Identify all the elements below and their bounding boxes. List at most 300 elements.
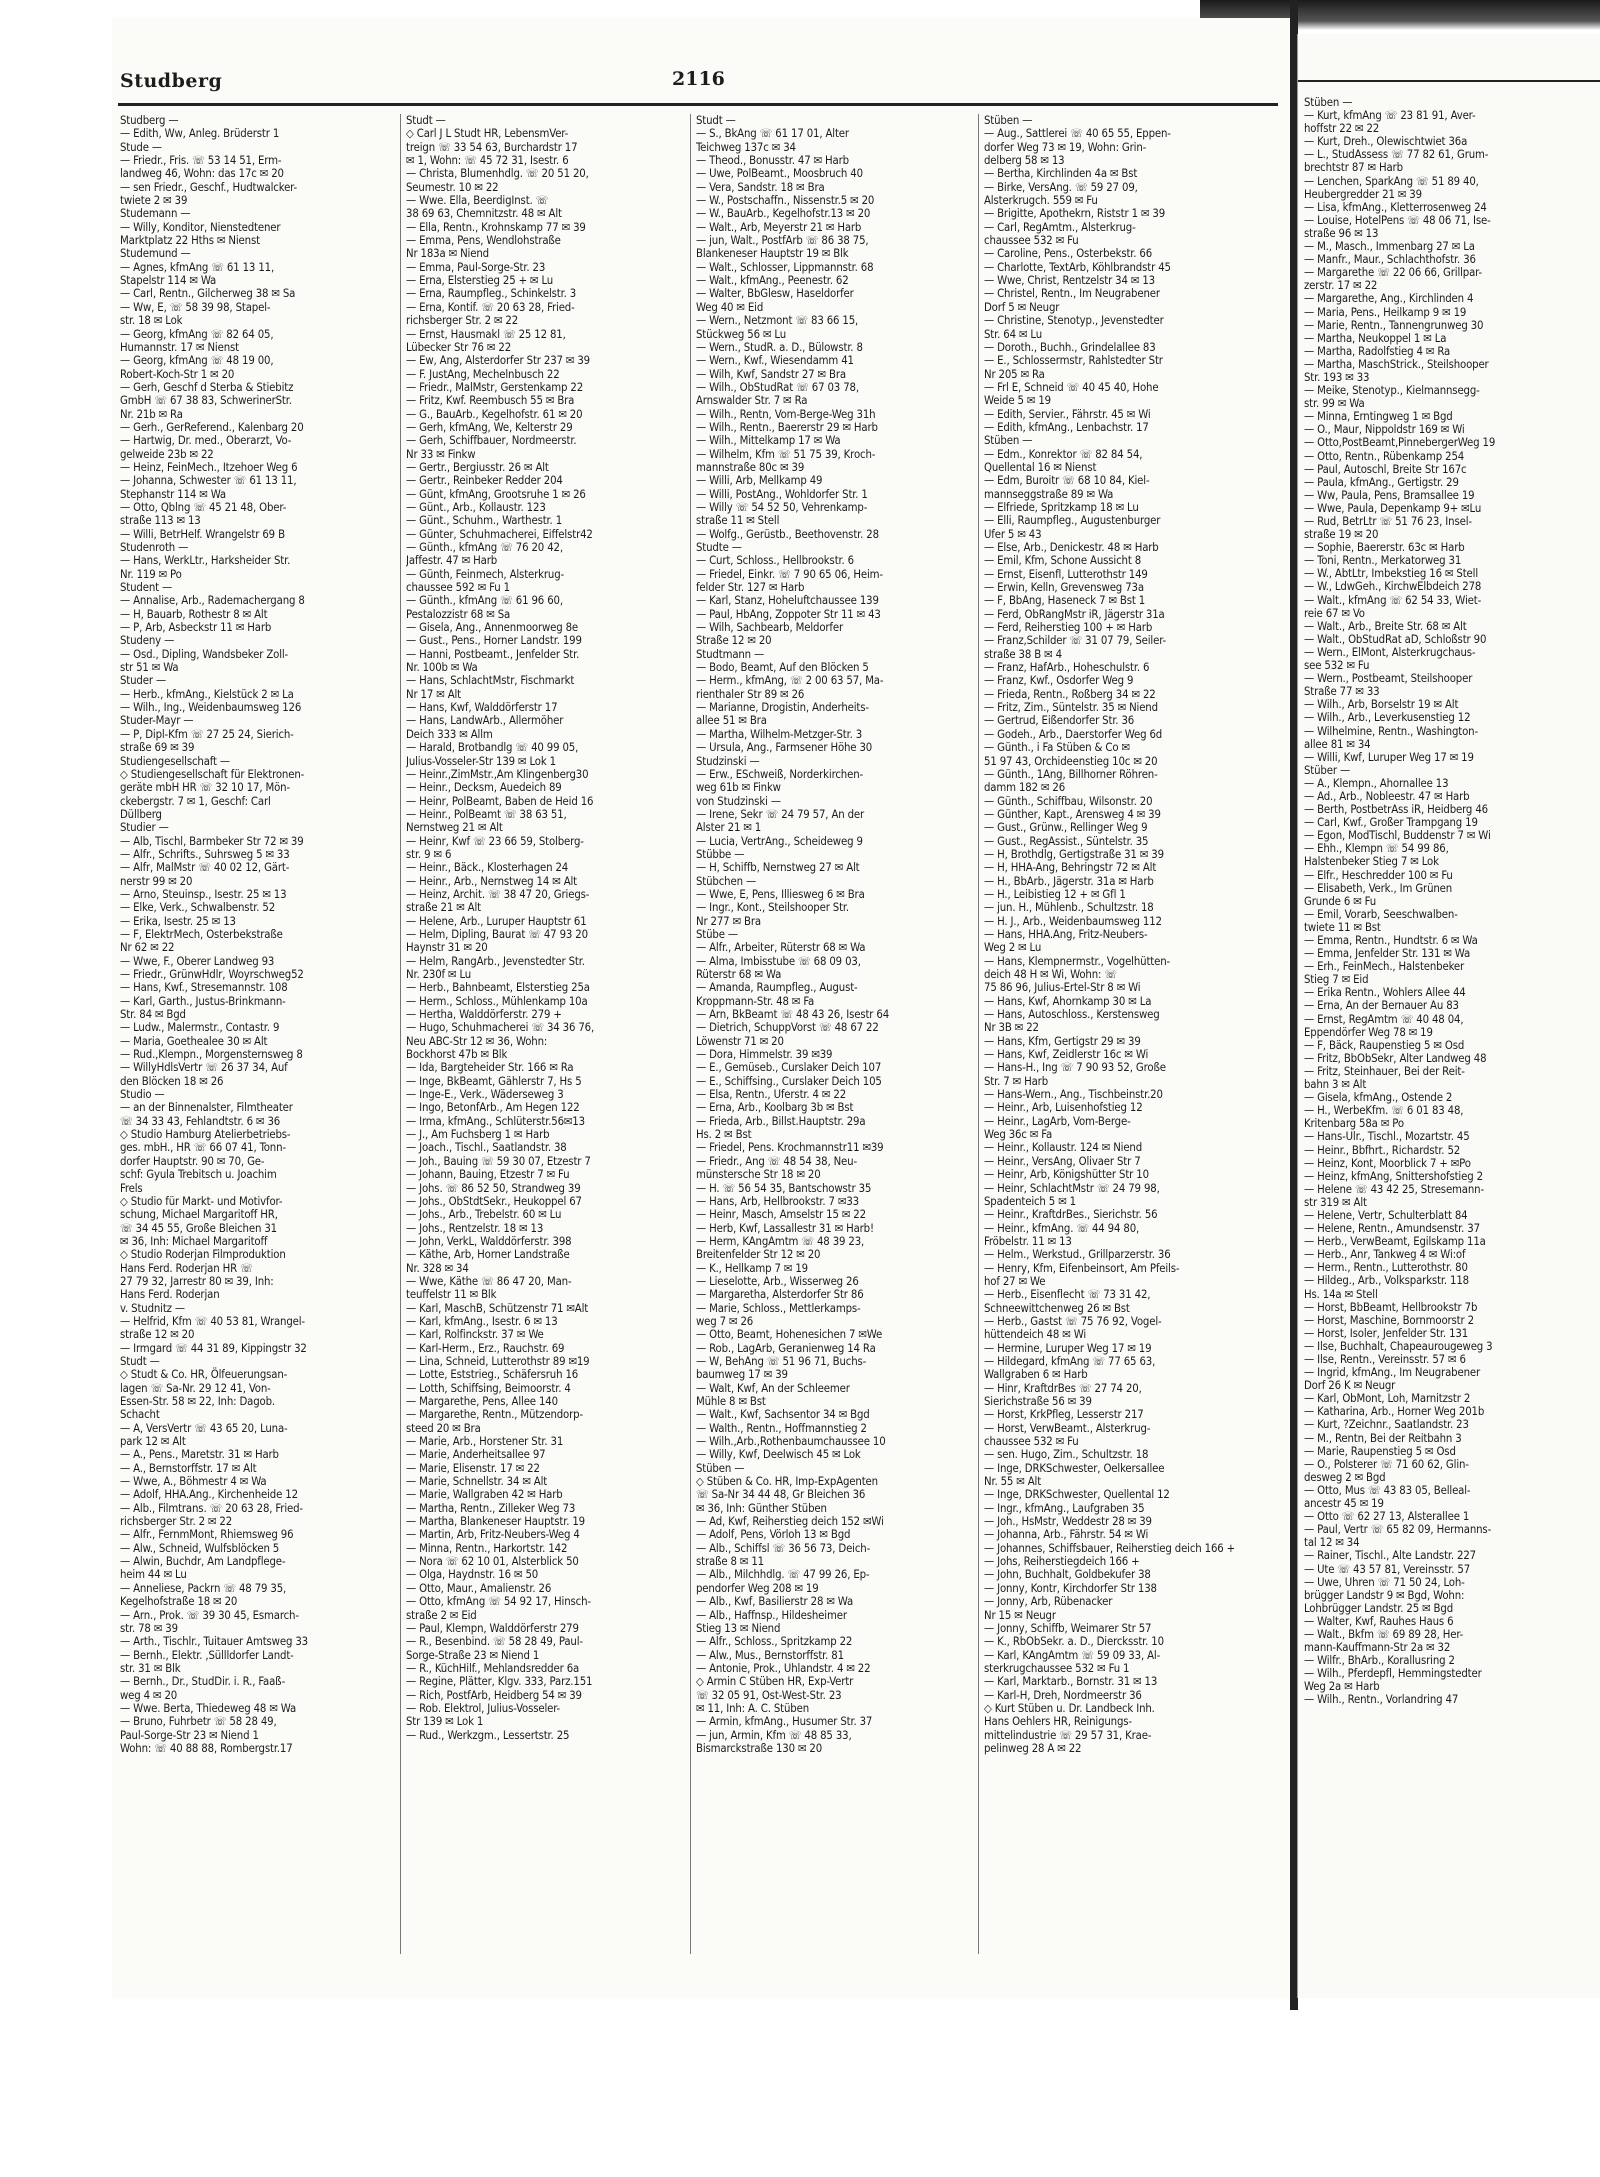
directory-entry-line: — Antonie, Prok., Uhlandstr. 4 ✉ 22 [696, 1661, 871, 1675]
directory-entry-line: — Wwe, Käthe ☏ 86 47 20, Man- [406, 1274, 572, 1288]
directory-entry-line: str. 18 ✉ Lok [120, 314, 183, 328]
directory-entry-line: — Wwe, A., Böhmestr 4 ✉ Wa [120, 1475, 267, 1489]
directory-entry-line: deich 48 H ✉ Wi, Wohn: ☏ [984, 968, 1117, 981]
directory-entry-line: — Herm., Rentn., Lutterothstr. 80 [1304, 1261, 1468, 1275]
directory-entry-line: Str. 84 ✉ Bgd [120, 1008, 186, 1022]
directory-entry-line: Haynstr 31 ✉ 20 [406, 941, 488, 955]
directory-entry-line: — Ferd, Reiherstieg 100 + ✉ Harb [984, 621, 1153, 635]
directory-entry-line: — Martha, Blankeneser Hauptstr. 19 [406, 1515, 585, 1529]
directory-entry-line: — Wilh., Rentn., Vorlandring 47 [1304, 1693, 1459, 1707]
directory-entry-line: — E., Gemüseb., Curslaker Deich 107 [696, 1061, 882, 1075]
directory-entry-line: — Wern., Kwf., Wiesendamm 41 [696, 354, 854, 368]
directory-entry-line: — Günter, Schuhmacherei, Eiffelstr42 [406, 527, 593, 541]
directory-entry-line: — Brigitte, Apothekrn, Riststr 1 ✉ 39 [984, 207, 1166, 221]
directory-entry-line: — Helene, Vertr, Schulterblatt 84 [1304, 1208, 1468, 1222]
directory-entry-line: straße 38 B ✉ 4 [984, 647, 1062, 661]
directory-entry-line: — Herm., Schloss., Mühlenkamp 10a [406, 994, 588, 1008]
directory-entry-line: — Ingo, BetonfArb., Am Hegen 122 [406, 1101, 580, 1115]
directory-entry-line: — Olga, Haydnstr. 16 ✉ 50 [406, 1568, 539, 1582]
directory-entry-line: — jun, Armin, Kfm ☏ 48 85 33, [696, 1728, 852, 1742]
directory-entry-line: — Wwe, Paula, Depenkamp 9+ ✉Lu [1304, 501, 1482, 515]
directory-entry-line: — Gerh, Schiffbauer, Nordmeerstr. [406, 434, 577, 448]
directory-entry-line: schung, Michael Margaritoff HR, [120, 1208, 278, 1222]
directory-entry-line: — Franz,Schilder ☏ 31 07 79, Seiler- [984, 634, 1167, 648]
directory-entry-line: — Hans, Kwf, Walddörferstr 17 [406, 701, 558, 715]
directory-entry-line: — Else, Arb., Denickestr. 48 ✉ Harb [984, 541, 1159, 554]
directory-entry-line: — Ad, Kwf, Reiherstieg deich 152 ✉Wi [696, 1515, 884, 1529]
directory-entry-line: — Martin, Arb, Fritz-Neubers-Weg 4 [406, 1528, 580, 1542]
directory-entry-line: brechtstr 87 ✉ Harb [1304, 161, 1403, 175]
directory-entry-line: — Johannes, Schiffsbauer, Reiherstieg deich 166 + [984, 1541, 1236, 1555]
directory-entry-line: ◇ Studt & Co. HR, Ölfeuerungsan- [120, 1368, 288, 1382]
directory-entry-line: — Wilh., Arb, Borselstr 19 ✉ Alt [1304, 698, 1459, 712]
directory-entry-line: Studeny — [120, 634, 175, 648]
directory-entry-line: — Willi, Kwf, Luruper Weg 17 ✉ 19 [1304, 750, 1474, 764]
directory-entry-line: Mühle 8 ✉ Bst [696, 1395, 766, 1408]
directory-entry-line: — Walter, BbGlesw, Haseldorfer [696, 287, 854, 301]
directory-entry-line: — Bodo, Beamt, Auf den Blöcken 5 [696, 661, 869, 675]
directory-entry-line: — Horst, Isoler, Jenfelder Str. 131 [1304, 1326, 1469, 1340]
directory-entry-line: Str. 64 ✉ Lu [984, 327, 1043, 341]
directory-entry-line: — Joach., Tischl., Saatlandstr. 38 [406, 1141, 567, 1155]
directory-entry-line: — Egon, ModTischl, Buddenstr 7 ✉ Wi [1304, 829, 1491, 843]
directory-entry-line: Grunde 6 ✉ Fu [1304, 894, 1377, 908]
directory-entry-line: — Günther, Kapt., Arensweg 4 ✉ 39 [984, 807, 1161, 821]
directory-entry-line: — Christine, Stenotyp., Jevenstedter [984, 314, 1164, 328]
directory-entry-line: — Karl, Stanz, Hoheluftchaussee 139 [696, 594, 879, 608]
directory-entry-line: — Johs, Reiherstiegdeich 166 + [984, 1555, 1140, 1569]
directory-entry-line: — Heinr., Decksm, Auedeich 89 [406, 781, 562, 795]
directory-entry-line: — Heinz, Archit. ☏ 38 47 20, Griegs- [406, 887, 590, 901]
directory-entry-line: — Hermine, Luruper Weg 17 ✉ 19 [984, 1341, 1152, 1355]
directory-entry-line: — Fritz, Zim., Süntelstr. 35 ✉ Niend [984, 701, 1158, 715]
directory-entry-line: Pestalozzistr 68 ✉ Sa [406, 607, 511, 621]
directory-entry-line: — Karl, kfmAng., Isestr. 6 ✉ 13 [406, 1314, 558, 1328]
directory-entry-line: — L., StudAssess ☏ 77 82 61, Grum- [1304, 148, 1489, 162]
directory-entry-line: — Heinz, Kont, Moorblick 7 + ✉Po [1304, 1156, 1471, 1170]
directory-entry-line: — Heinr., Bbfhrt., Richardstr. 52 [1304, 1143, 1461, 1157]
directory-entry-line: — Inge, DRKSchwester, Oelkersallee [984, 1461, 1165, 1475]
directory-entry-line: — Heinr, SchlachtMstr ☏ 24 79 98, [984, 1181, 1160, 1195]
directory-entry-line: — Christel, Rentn., Im Neugrabener [984, 287, 1160, 301]
directory-entry-line: — Harald, Brotbandlg ☏ 40 99 05, [406, 741, 579, 755]
directory-entry-line: Dorf 26 K ✉ Neugr [1304, 1379, 1396, 1393]
directory-entry-line: — Horst, VerwBeamt., Alsterkrug- [984, 1421, 1151, 1435]
directory-entry-line: — P, Arb, Asbeckstr 11 ✉ Harb [120, 621, 272, 635]
directory-entry-line: — H, Bauarb, Rothestr 8 ✉ Alt [120, 607, 268, 621]
column-divider [978, 114, 979, 1954]
directory-entry-line: — Elisabeth, Verk., Im Grünen [1304, 881, 1453, 895]
directory-entry-line: Nr 33 ✉ Finkw [406, 447, 476, 461]
directory-entry-line: — Herb, Kwf, Lassallestr 31 ✉ Harb! [696, 1221, 874, 1235]
directory-entry-line: — Adolf, Pens, Vörloh 13 ✉ Bgd [696, 1528, 851, 1542]
directory-entry-line: — Herb., Anr, Tankweg 4 ✉ Wi:of [1304, 1248, 1466, 1262]
directory-entry-line: ☏ 34 45 55, Große Bleichen 31 [120, 1221, 277, 1235]
directory-entry-line: — Alb., Haffnsp., Hildesheimer [696, 1608, 847, 1622]
directory-entry-line: — H, Brothdlg, Gertigstraße 31 ✉ 39 [984, 847, 1164, 861]
directory-entry-line: Stübchen — [696, 874, 756, 888]
directory-entry-line: Nr 3B ✉ 22 [984, 1021, 1039, 1035]
directory-entry-line: — Marie, Rentn., Tannengrunweg 30 [1304, 318, 1484, 332]
directory-entry-line: — Edm., Konrektor ☏ 82 84 54, [984, 447, 1143, 461]
directory-entry-line: — Henry, Kfm, Eifenbeinsort, Am Pfeils- [984, 1261, 1180, 1275]
directory-entry-line: — Erna, Kontif. ☏ 20 63 28, Fried- [406, 300, 575, 314]
directory-entry-line: — Martha, Radolfstieg 4 ✉ Ra [1304, 344, 1451, 358]
directory-entry-line: — Wwe. Berta, Thiedeweg 48 ✉ Wa [120, 1701, 297, 1715]
directory-entry-line: — Helm, Dipling, Baurat ☏ 47 93 20 [406, 927, 588, 941]
directory-entry-line: — Rud.,Klempn., Morgensternsweg 8 [120, 1048, 303, 1062]
directory-entry-line: — Wilh., Ing., Weidenbaumsweg 126 [120, 701, 302, 715]
directory-entry-line: — Elsa, Rentn., Uferstr. 4 ✉ 22 [696, 1088, 847, 1102]
directory-entry-line: straße 12 ✉ 20 [120, 1328, 195, 1342]
directory-entry-line: — Alfr., Schloss., Spritzkamp 22 [696, 1635, 853, 1649]
directory-entry-line: Studemann — [120, 207, 191, 221]
directory-entry-line: — Erika Rentn., Wohlers Allee 44 [1304, 986, 1466, 1000]
directory-entry-line: — W, BehAng ☏ 51 96 71, Buchs- [696, 1354, 867, 1368]
directory-entry-line: — WillyHdlsVertr ☏ 26 37 34, Auf [120, 1061, 288, 1075]
column-divider [400, 114, 401, 1954]
directory-entry-line: Marktplatz 22 Hths ✉ Nienst [120, 234, 260, 248]
directory-entry-line: — R., Besenbind. ☏ 58 28 49, Paul- [406, 1635, 583, 1649]
directory-entry-line: — Friedel, Pens. Krochmannstr11 ✉39 [696, 1141, 884, 1155]
directory-entry-line: Deich 333 ✉ Allm [406, 727, 493, 741]
directory-entry-line: Stüber — [1304, 763, 1350, 777]
directory-entry-line: — Heinr., Bäck., Klosterhagen 24 [406, 861, 569, 875]
directory-entry-line: — Martha, Wilhelm-Metzger-Str. 3 [696, 727, 863, 741]
page-number: 2116 [672, 68, 725, 90]
directory-entry-line: straße 69 ✉ 39 [120, 741, 195, 755]
directory-entry-line: — Ernst, Eisenfl, Lutterothstr 149 [984, 567, 1148, 581]
directory-entry-line: str. 9 ✉ 6 [406, 847, 452, 861]
directory-entry-line: — Heinr, PolBeamt, Baben de Heid 16 [406, 794, 594, 808]
directory-entry-line: allee 81 ✉ 34 [1304, 737, 1371, 751]
directory-entry-line: Halstenbeker Stieg 7 ✉ Lok [1304, 855, 1439, 869]
directory-entry-line: — Rob., LagArb, Geranienweg 14 Ra [696, 1341, 876, 1355]
directory-entry-line: — jun, Walt., PostfArb ☏ 86 38 75, [696, 234, 869, 248]
directory-entry-line: — Wilh, Sachbearb, Meldorfer [696, 621, 843, 635]
directory-entry-line: landweg 46, Wohn: das 17c ✉ 20 [120, 167, 284, 181]
directory-entry-line: — Alfr., FernmMont, Rhiemsweg 96 [120, 1528, 294, 1542]
directory-entry-line: — Günth, Feinmech, Alsterkrug- [406, 567, 565, 581]
directory-entry-line: — Agnes, kfmAng ☏ 61 13 11, [120, 260, 275, 274]
directory-entry-line: — Margaretha, Alsterdorfer Str 86 [696, 1288, 864, 1302]
directory-entry-line: — Walt., ObStudRat aD, Schloßstr 90 [1304, 632, 1487, 646]
directory-entry-line: — Friedr., Fris. ☏ 53 14 51, Erm- [120, 154, 282, 168]
directory-entry-line: dorfer Hauptstr. 90 ✉ 70, Ge- [120, 1154, 265, 1168]
directory-entry-line: — Hinr, KraftdrBes ☏ 27 74 20, [984, 1381, 1142, 1395]
directory-entry-line: treign ☏ 33 54 63, Burchardstr 17 [406, 140, 578, 154]
directory-entry-line: Breitenfelder Str 12 ✉ 20 [696, 1248, 821, 1262]
directory-entry-line: — A, VersVertr ☏ 43 65 20, Luna- [120, 1421, 288, 1435]
directory-entry-line: see 532 ✉ Fu [1304, 659, 1370, 673]
directory-column-2 [406, 114, 682, 1974]
directory-entry-line: straße 8 ✉ 11 [696, 1555, 764, 1569]
directory-entry-line: — Hertha, Walddörferstr. 279 + [406, 1008, 562, 1022]
directory-entry-line: chaussee 532 ✉ Fu [984, 234, 1079, 248]
directory-entry-line: — Willi, BetrHelf. Wrangelstr 69 B [120, 527, 285, 541]
directory-entry-line: — jun. H., Mühlenb., Schultzstr. 18 [984, 901, 1154, 915]
directory-entry-line: — Doroth., Buchh., Grindelallee 83 [984, 340, 1156, 354]
directory-entry-line: straße 19 ✉ 20 [1304, 528, 1379, 542]
directory-entry-line: Str. 7 ✉ Harb [984, 1074, 1049, 1088]
directory-entry-line: mannstraße 80c ✉ 39 [696, 460, 805, 474]
directory-entry-line: — Paul, Vertr ☏ 65 82 09, Hermanns- [1304, 1523, 1492, 1537]
directory-entry-line: — Carl, Kwf., Großer Trampgang 19 [1304, 816, 1478, 830]
directory-entry-line: allee 51 ✉ Bra [696, 714, 767, 728]
directory-entry-line: hoffstr 22 ✉ 22 [1304, 122, 1380, 136]
directory-entry-line: — H. J., Arb., Weidenbaumsweg 112 [984, 914, 1162, 928]
directory-entry-line: — Georg, kfmAng ☏ 48 19 00, [120, 354, 274, 368]
directory-entry-line: brügger Landstr 9 ✉ Bgd, Wohn: [1304, 1588, 1465, 1602]
directory-entry-line: — W., BauArb., Kegelhofstr.13 ✉ 20 [696, 207, 871, 221]
directory-entry-line: straße 96 ✉ 13 [1304, 226, 1379, 240]
directory-entry-line: — Erna, Elsterstieg 25 + ✉ Lu [406, 274, 554, 288]
directory-entry-line: — Walt., Kwf, Sachsentor 34 ✉ Bgd [696, 1408, 870, 1422]
directory-entry-line: — Minna, Rentn., Harkortstr. 142 [406, 1541, 568, 1555]
directory-entry-line: GmbH ☏ 67 38 83, SchwerinerStr. [120, 394, 292, 408]
directory-entry-line: ☏ 32 05 91, Ost-West-Str. 23 [696, 1688, 842, 1702]
directory-entry-line: Nr. 230f ✉ Lu [406, 968, 472, 981]
directory-entry-line: — Kurt, Dreh., Olewischtwiet 36a [1304, 135, 1468, 149]
directory-entry-line: — W., AbtLtr, Imbekstieg 16 ✉ Stell [1304, 567, 1479, 581]
directory-entry-line: Weg 36c ✉ Fa [984, 1128, 1053, 1142]
directory-entry-line: — Wilhelmine, Rentn., Washington- [1304, 724, 1478, 738]
directory-entry-line: ◇ Studio Hamburg Atelierbetriebs- [120, 1128, 291, 1142]
directory-entry-line: — Helene, Arb., Luruper Hauptstr 61 [406, 914, 587, 928]
directory-entry-line: — Paula, kfmAng., Gertigstr. 29 [1304, 475, 1459, 489]
directory-entry-line: sterkrugchaussee 532 ✉ Fu 1 [984, 1661, 1130, 1675]
directory-entry-line: — Otto, Maur., Amalienstr. 26 [406, 1581, 552, 1595]
directory-entry-line: — Herb., VerwBeamt, Egilskamp 11a [1304, 1235, 1486, 1249]
directory-entry-line: — Margarethe, Rentn., Mützendorp- [406, 1408, 583, 1422]
directory-entry-line: — Ingr., Kont., Steilshooper Str. [696, 901, 850, 915]
directory-entry-line: 27 79 32, Jarrestr 80 ✉ 39, Inh: [120, 1274, 274, 1288]
directory-entry-line: — Armin, kfmAng., Husumer Str. 37 [696, 1715, 873, 1729]
directory-entry-line: — Walt., Bkfm ☏ 69 89 28, Her- [1304, 1627, 1464, 1641]
directory-entry-line: — A., Bernstorffstr. 17 ✉ Alt [120, 1461, 257, 1475]
directory-entry-line: Stückweg 56 ✉ Lu [696, 327, 787, 341]
directory-entry-line: — Margarethe, Ang., Kirchlinden 4 [1304, 292, 1474, 306]
directory-entry-line: v. Studnitz — [120, 1301, 185, 1315]
directory-entry-line: — Ursula, Ang., Farmsener Höhe 30 [696, 741, 873, 755]
directory-entry-line: — Kurt, ?Zeichnr., Saatlandstr. 23 [1304, 1418, 1469, 1432]
column-divider [690, 114, 691, 1954]
directory-entry-line: — Walt, Kwf, An der Schleemer [696, 1381, 850, 1395]
directory-entry-line: — Hans, Kwf, Zeidlerstr 16c ✉ Wi [984, 1048, 1149, 1062]
next-page-column [1304, 96, 1600, 1976]
directory-entry-line: — Berth, PostbetrAss iR, Heidberg 46 [1304, 803, 1488, 817]
directory-entry-line: — S., BkAng ☏ 61 17 01, Alter [696, 127, 849, 141]
directory-entry-line: — Elli, Raumpfleg., Augustenburger [984, 514, 1161, 528]
directory-entry-line: — Edm, Buroitr ☏ 68 10 84, Kiel- [984, 474, 1150, 488]
directory-entry-line: — Ida, Bargteheider Str. 166 ✉ Ra [406, 1061, 574, 1075]
directory-entry-line: straße 11 ✉ Stell [696, 514, 780, 528]
directory-entry-line: Stieg 7 ✉ Eid [1304, 973, 1369, 987]
directory-entry-line: Stephanstr 114 ✉ Wa [120, 487, 227, 501]
directory-entry-line: Nr 15 ✉ Neugr [984, 1608, 1056, 1622]
directory-entry-line: ges. mbH., HR ☏ 66 07 41, Tonn- [120, 1141, 286, 1155]
directory-entry-line: — Hans-H., Ing ☏ 7 90 93 52, Große [984, 1061, 1166, 1075]
directory-entry-line: — Nora ☏ 62 10 01, Alsterblick 50 [406, 1555, 579, 1569]
directory-entry-line: hüttendeich 48 ✉ Wi [984, 1328, 1087, 1342]
directory-entry-line: — Lotte, Eststrieg., Schäfersruh 16 [406, 1368, 579, 1382]
directory-entry-line: — Hildeg., Arb., Volksparkstr. 118 [1304, 1274, 1469, 1288]
directory-entry-line: — Charlotte, TextArb, Köhlbrandstr 45 [984, 260, 1171, 274]
directory-entry-line: — Inge, BkBeamt, Gählerstr 7, Hs 5 [406, 1074, 582, 1088]
directory-entry-line: richsberger Str. 2 ✉ 22 [120, 1515, 233, 1529]
directory-entry-line: — Heinr., kfmAng. ☏ 44 94 80, [984, 1221, 1140, 1235]
directory-entry-line: — F, Bäck, Raupenstieg 5 ✉ Osd [1304, 1038, 1465, 1052]
directory-entry-line: — Aug., Sattlerei ☏ 40 65 55, Eppen- [984, 127, 1171, 141]
directory-entry-line: Nr 277 ✉ Bra [696, 914, 761, 928]
directory-page [112, 18, 1290, 1998]
directory-entry-line: — R., KüchHilf., Mehlandsredder 6a [406, 1661, 580, 1675]
directory-entry-line: ☏ Sa-Nr 34 44 48, Gr Bleichen 36 [696, 1488, 866, 1502]
directory-entry-line: — sen Friedr., Geschf., Hudtwalcker- [120, 180, 297, 194]
directory-entry-line: — Wwe, E, Pens, Illiesweg 6 ✉ Bra [696, 887, 865, 901]
directory-entry-line: — Edith, Ww, Anleg. Brüderstr 1 [120, 127, 280, 141]
directory-entry-line: straße 21 ✉ Alt [406, 901, 481, 915]
directory-entry-line: geräte mbH HR ☏ 32 10 17, Mön- [120, 781, 290, 795]
directory-entry-line: — Ella, Rentn., Krohnskamp 77 ✉ 39 [406, 220, 586, 234]
directory-entry-line: — Karl, Marktarb., Bornstr. 31 ✉ 13 [984, 1675, 1158, 1689]
directory-entry-line: — Willy, Konditor, Nienstedtener [120, 220, 281, 234]
directory-entry-line: — Ww, Paula, Pens, Bramsallee 19 [1304, 488, 1475, 502]
directory-entry-line: — Paul, Autoschl, Breite Str 167c [1304, 462, 1467, 476]
directory-entry-line: — sen. Hugo, Zim., Schultzstr. 18 [984, 1448, 1149, 1462]
directory-column-3 [696, 114, 972, 1974]
directory-entry-line: — Gisela, kfmAng., Ostende 2 [1304, 1091, 1453, 1105]
directory-entry-line: str 51 ✉ Wa [120, 661, 179, 675]
directory-entry-line: — Ernst, RegAmtm ☏ 40 48 04, [1304, 1012, 1464, 1026]
directory-entry-line: dorfer Weg 73 ✉ 19, Wohn: Grin- [984, 140, 1147, 154]
directory-entry-line: — Johanna, Arb., Fährstr. 54 ✉ Wi [984, 1528, 1149, 1542]
directory-entry-line: steed 20 ✉ Bra [406, 1421, 481, 1435]
directory-entry-line: — Wilfr., BhArb., Korallusring 2 [1304, 1654, 1455, 1668]
directory-entry-line: — O., Polsterer ☏ 71 60 62, Glin- [1304, 1457, 1469, 1471]
directory-entry-line: — Herb., kfmAng., Kielstück 2 ✉ La [120, 687, 294, 701]
directory-entry-line: hof 27 ✉ We [984, 1274, 1046, 1288]
directory-entry-line: — Regine, Plätter, Klgv. 333, Parz.151 [406, 1675, 593, 1689]
directory-entry-line: — Heinz, FeinMech., Itzehoer Weg 6 [120, 460, 298, 474]
directory-entry-line: Stüben — [1304, 96, 1353, 109]
directory-entry-line: Eppendörfer Weg 78 ✉ 19 [1304, 1025, 1433, 1039]
directory-entry-line: Studer-Mayr — [120, 714, 194, 728]
directory-entry-line: str. 99 ✉ Wa [1304, 397, 1365, 411]
directory-entry-line: — Ludw., Malermstr., Contastr. 9 [120, 1021, 280, 1035]
directory-entry-line: ☏ 34 33 43, Fehlandtstr. 6 ✉ 36 [120, 1114, 281, 1128]
directory-entry-line: — Gust., RegAssist., Süntelstr. 35 [984, 834, 1149, 848]
directory-entry-line: Stübe — [696, 927, 738, 941]
directory-entry-line: — Theod., Bonusstr. 47 ✉ Harb [696, 154, 849, 168]
directory-entry-line: ✉ 11, Inh: A. C. Stüben [696, 1701, 809, 1715]
directory-entry-line: — Emma, Jenfelder Str. 131 ✉ Wa [1304, 947, 1471, 961]
directory-entry-line: — Alb, Tischl, Barmbeker Str 72 ✉ 39 [120, 834, 304, 848]
directory-entry-line: — Erh., FeinMech., Halstenbeker [1304, 960, 1465, 974]
directory-entry-line: — H., WerbeKfm. ☏ 6 01 83 48, [1304, 1104, 1464, 1118]
directory-entry-line: — Margarethe ☏ 22 06 66, Grillpar- [1304, 266, 1482, 280]
directory-entry-line: — Marie, Raupenstieg 5 ✉ Osd [1304, 1444, 1456, 1458]
directory-entry-line: — Manfr., Maur., Schlachthofstr. 36 [1304, 253, 1476, 267]
directory-entry-line: Arnswalder Str. 7 ✉ Ra [696, 394, 808, 408]
directory-entry-line: — Martha, Rentn., Zilleker Weg 73 [406, 1501, 576, 1515]
directory-entry-line: — Paul, Klempn, Walddörferstr 279 [406, 1621, 579, 1635]
directory-entry-line: — Karl, Rolfinckstr. 37 ✉ We [406, 1328, 544, 1342]
directory-entry-line: — Wilh., Mittelkamp 17 ✉ Wa [696, 434, 841, 448]
directory-entry-line: — Willi, PostAng., Wohldorfer Str. 1 [696, 487, 868, 501]
directory-entry-line: teuffelstr 11 ✉ Blk [406, 1288, 497, 1302]
directory-entry-line: Stübbe — [696, 847, 745, 861]
directory-entry-line: — Elke, Verk., Schwalbenstr. 52 [120, 901, 276, 915]
directory-entry-line: richsberger Str. 2 ✉ 22 [406, 314, 519, 328]
directory-entry-line: — Heinr., Arb, Luisenhofstieg 12 [984, 1101, 1143, 1115]
directory-entry-line: — Heinr., KraftdrBes., Sierichstr. 56 [984, 1208, 1158, 1222]
directory-entry-line: — A., Klempn., Ahornallee 13 [1304, 776, 1449, 790]
directory-entry-line: — Lieselotte, Arb., Wisserweg 26 [696, 1274, 859, 1288]
directory-entry-line: — Otto, Qblng ☏ 45 21 48, Ober- [120, 500, 287, 514]
directory-entry-line: — Gertr., Reinbeker Redder 204 [406, 474, 563, 488]
directory-entry-line: Löwenstr 71 ✉ 20 [696, 1034, 784, 1048]
directory-entry-line: — Günt., Schuhm., Warthestr. 1 [406, 514, 563, 528]
directory-entry-line: — Wilh., ObStudRat ☏ 67 03 78, [696, 380, 859, 394]
directory-entry-line: Straße 12 ✉ 20 [696, 634, 772, 648]
directory-entry-line: — Christa, Blumenhdlg. ☏ 20 51 20, [406, 167, 589, 181]
directory-entry-line: — Hans, SchlachtMstr, Fischmarkt [406, 674, 575, 688]
directory-entry-line: — Alma, Imbisstube ☏ 68 09 03, [696, 954, 861, 968]
directory-entry-line: — Johs. ☏ 86 52 50, Strandweg 39 [406, 1181, 581, 1195]
directory-entry-line: — Jonny, Kontr, Kirchdorfer Str 138 [984, 1581, 1157, 1595]
directory-entry-line: Jaffestr. 47 ✉ Harb [406, 554, 498, 568]
directory-entry-line: — Johs., Rentzelstr. 18 ✉ 13 [406, 1221, 544, 1235]
directory-entry-line: — Hans, Kwf, Ahornkamp 30 ✉ La [984, 994, 1152, 1008]
directory-entry-line: Bismarckstraße 130 ✉ 20 [696, 1741, 823, 1755]
directory-entry-line: — Helm, RangArb., Jevenstedter Str. [406, 954, 585, 968]
directory-entry-line: zerstr. 17 ✉ 22 [1304, 279, 1378, 293]
directory-entry-line: — Arno, Steuinsp., Isestr. 25 ✉ 13 [120, 887, 287, 901]
directory-entry-line: — Willi, Arb, Mellkamp 49 [696, 474, 823, 488]
directory-entry-line: — Edith, Servier., Fährstr. 45 ✉ Wi [984, 407, 1151, 421]
directory-entry-line: — Emma, Rentn., Hundtstr. 6 ✉ Wa [1304, 934, 1478, 947]
directory-entry-line: — Sophie, Baererstr. 63c ✉ Harb [1304, 541, 1465, 555]
directory-entry-line: Nr 205 ✉ Ra [984, 367, 1045, 381]
directory-entry-line: — Minna, Erntingweg 1 ✉ Bgd [1304, 410, 1453, 424]
directory-entry-line: — Johann, Bauing, Etzestr 7 ✉ Fu [406, 1168, 570, 1182]
directory-entry-line: Hans Ferd. Roderjan [120, 1288, 220, 1302]
directory-entry-line: — Erna, Raumpfleg., Schinkelstr. 3 [406, 287, 577, 301]
directory-entry-line: — Karl, MaschB, Schützenstr 71 ✉Alt [406, 1301, 589, 1315]
directory-entry-line: — Jonny, Arb, Rübenacker [984, 1595, 1113, 1609]
directory-entry-line: — H., BbArb., Jägerstr. 31a ✉ Harb [984, 874, 1154, 888]
directory-entry-line: — Erwin, Kelln, Grevensweg 73a [984, 581, 1144, 595]
directory-entry-line: Kegelhofstraße 18 ✉ 20 [120, 1595, 238, 1609]
directory-entry-line: — Walth., Rentn., Hoffmannstieg 2 [696, 1421, 867, 1435]
directory-entry-line: Spadenteich 5 ✉ 1 [984, 1194, 1076, 1208]
directory-entry-line: — Karl, ObMont, Loh, Marnitzstr 2 [1304, 1392, 1471, 1406]
directory-entry-line: Sorge-Straße 23 ✉ Niend 1 [406, 1648, 540, 1662]
directory-entry-line: Weide 5 ✉ 19 [984, 394, 1051, 408]
directory-entry-line: Alsterkrugch. 559 ✉ Fu [984, 194, 1098, 208]
directory-entry-line: chaussee 532 ✉ Fu [984, 1435, 1079, 1449]
directory-entry-line: — Hans, Kwf., Stresemannstr. 108 [120, 981, 288, 995]
directory-entry-line: — Wolfg., Gerüstb., Beethovenstr. 28 [696, 527, 879, 541]
directory-entry-line: — Georg, kfmAng ☏ 82 64 05, [120, 327, 274, 341]
directory-entry-line: — K., Hellkamp 7 ✉ 19 [696, 1261, 808, 1275]
directory-entry-line: Lübecker Str 76 ✉ 22 [406, 340, 512, 354]
directory-entry-line: — Wern., Postbeamt, Steilshooper [1304, 672, 1473, 686]
directory-entry-line: — Gerh, Geschf d Sterba & Stiebitz [120, 380, 294, 394]
directory-entry-line: Studio — [120, 1088, 165, 1102]
directory-entry-line: — Rob. Elektrol, Julius-Vosseler- [406, 1701, 561, 1715]
